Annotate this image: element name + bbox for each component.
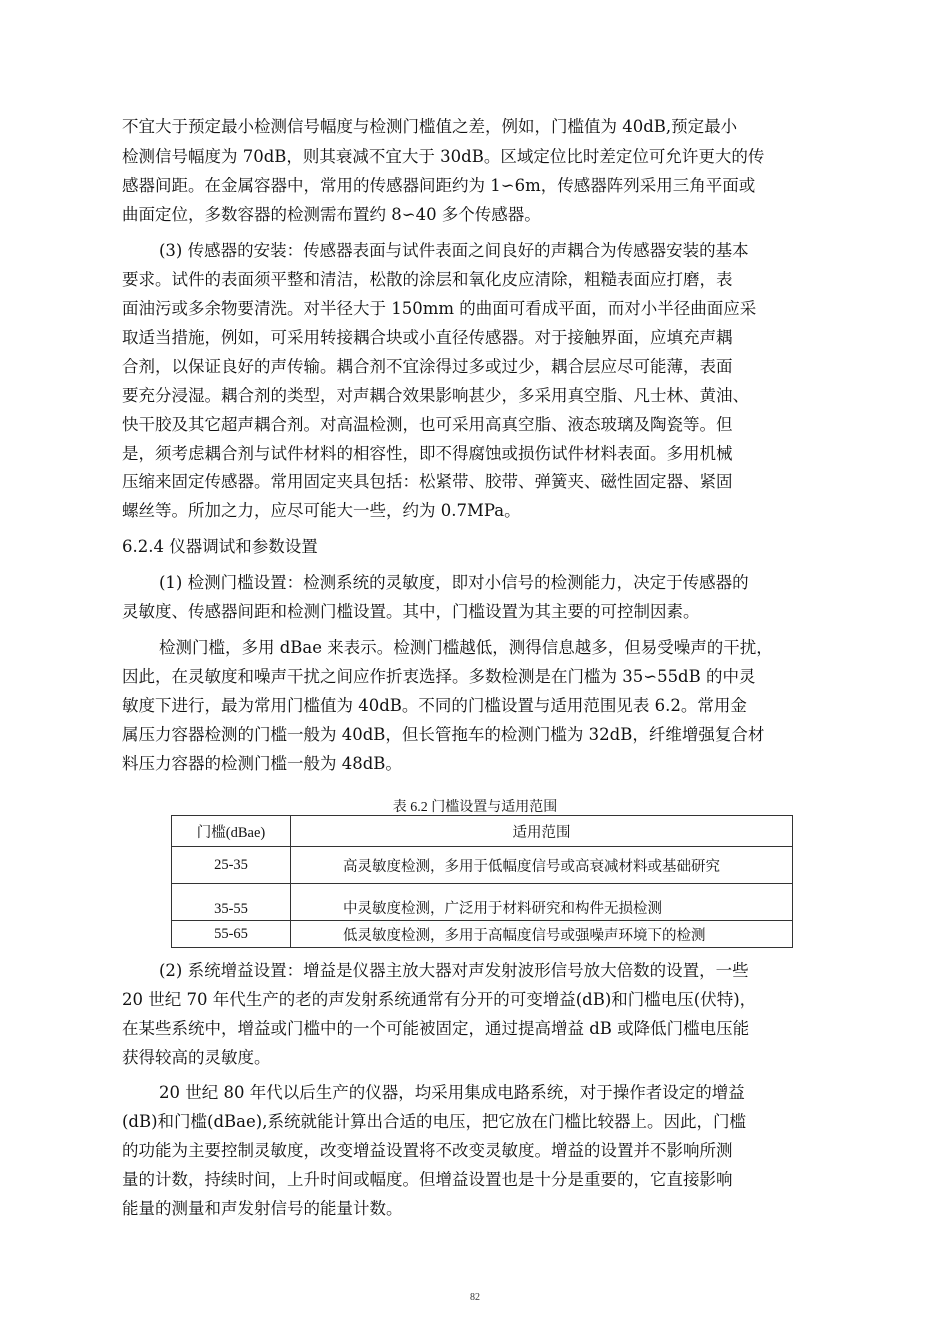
- table-row: [172, 847, 793, 884]
- text-line: 灵敏度、传感器间距和检测门槛设置。其中，门槛设置为其主要的可控制因素。: [122, 602, 700, 621]
- text-line: 不宜大于预定最小检测信号幅度与检测门槛值之差，例如，门槛值为 40dB,预定最小: [122, 117, 738, 136]
- text-line: 20 世纪 80 年代以后生产的仪器，均采用集成电路系统，对于操作者设定的增益: [159, 1083, 745, 1102]
- section-heading: 6.2.4 仪器调试和参数设置: [122, 537, 318, 556]
- text-line: 是，须考虑耦合剂与试件材料的相容性，即不得腐蚀或损伤试件材料表面。多用机械: [122, 444, 733, 463]
- text-line: 合剂，以保证良好的声传输。耦合剂不宜涂得过多或过少，耦合层应尽可能薄，表面: [122, 357, 733, 376]
- text-line: 因此，在灵敏度和噪声干扰之间应作折衷选择。多数检测是在门槛为 35∽55dB 的中灵: [122, 667, 756, 686]
- text-line: (2) 系统增益设置：增益是仪器主放大器对声发射波形信号放大倍数的设置，一些: [159, 961, 749, 980]
- text-line: (3) 传感器的安装：传感器表面与试件表面之间良好的声耦合为传感器安装的基本: [159, 241, 749, 260]
- text-line: 面油污或多余物要清洗。对半径大于 150mm 的曲面可看成平面，而对小半径曲面应采: [122, 299, 757, 318]
- text-line: 在某些系统中，增益或门槛中的一个可能被固定，通过提高增益 dB 或降低门槛电压能: [122, 1019, 750, 1038]
- table-cell: 低灵敏度检测，多用于高幅度信号或强噪声环境下的检测: [291, 921, 793, 948]
- text-line: 能量的测量和声发射信号的能量计数。: [122, 1199, 403, 1218]
- text-line: 曲面定位，多数容器的检测需布置约 8∽40 多个传感器。: [122, 205, 541, 224]
- table-cell: 高灵敏度检测，多用于低幅度信号或高衰减材料或基础研究: [291, 847, 793, 884]
- table-cell: 中灵敏度检测，广泛用于材料研究和构件无损检测: [291, 884, 793, 921]
- text-line: 获得较高的灵敏度。: [122, 1048, 271, 1067]
- table-header-cell: 门槛(dBae): [172, 816, 291, 847]
- page-number: 82: [470, 1292, 480, 1303]
- text-line: (1) 检测门槛设置：检测系统的灵敏度，即对小信号的检测能力，决定于传感器的: [159, 573, 749, 592]
- table-cell: 35-55: [172, 884, 291, 921]
- text-line: 要求。试件的表面须平整和清洁，松散的涂层和氧化皮应清除，粗糙表面应打磨，表: [122, 270, 733, 289]
- table-caption: 表 6.2 门槛设置与适用范围: [392, 800, 558, 815]
- table-header-row: [172, 816, 793, 847]
- threshold-table: [171, 815, 793, 948]
- table-header-cell: 适用范围: [291, 816, 793, 847]
- table-row: [172, 921, 793, 948]
- table-cell: 25-35: [172, 847, 291, 884]
- text-line: 量的计数，持续时间，上升时间或幅度。但增益设置也是十分是重要的，它直接影响: [122, 1170, 733, 1189]
- text-line: 感器间距。在金属容器中，常用的传感器间距约为 1∽6m，传感器阵列采用三角平面或: [122, 176, 756, 195]
- text-line: 敏度下进行，最为常用门槛值为 40dB。不同的门槛设置与适用范围见表 6.2。常用金: [122, 696, 747, 715]
- text-line: 属压力容器检测的门槛一般为 40dB，但长管拖车的检测门槛为 32dB，纤维增强复合材: [122, 725, 765, 744]
- text-line: 检测信号幅度为 70dB，则其衰减不宜大于 30dB。区域定位比时差定位可允许更大的传: [122, 147, 765, 166]
- text-line: 料压力容器的检测门槛一般为 48dB。: [122, 754, 402, 773]
- text-line: (dB)和门槛(dBae),系统就能计算出合适的电压，把它放在门槛比较器上。因此，门槛: [122, 1112, 746, 1131]
- text-line: 螺丝等。所加之力，应尽可能大一些，约为 0.7MPa。: [122, 501, 521, 520]
- text-line: 要充分浸湿。耦合剂的类型，对声耦合效果影响甚少，多采用真空脂、凡士林、黄油、: [122, 386, 749, 405]
- text-line: 20 世纪 70 年代生产的老的声发射系统通常有分开的可变增益(dB)和门槛电压(伏特)，: [122, 990, 757, 1009]
- table-cell: 55-65: [172, 921, 291, 948]
- text-line: 压缩来固定传感器。常用固定夹具包括：松紧带、胶带、弹簧夹、磁性固定器、紧固: [122, 472, 733, 491]
- table-row: [172, 884, 793, 921]
- text-line: 检测门槛，多用 dBae 来表示。检测门槛越低，测得信息越多，但易受噪声的干扰，: [159, 638, 773, 657]
- text-line: 的功能为主要控制灵敏度，改变增益设置将不改变灵敏度。增益的设置并不影响所测: [122, 1141, 733, 1160]
- text-line: 取适当措施，例如，可采用转接耦合块或小直径传感器。对于接触界面，应填充声耦: [122, 328, 733, 347]
- text-line: 快干胶及其它超声耦合剂。对高温检测，也可采用高真空脂、液态玻璃及陶瓷等。但: [122, 415, 733, 434]
